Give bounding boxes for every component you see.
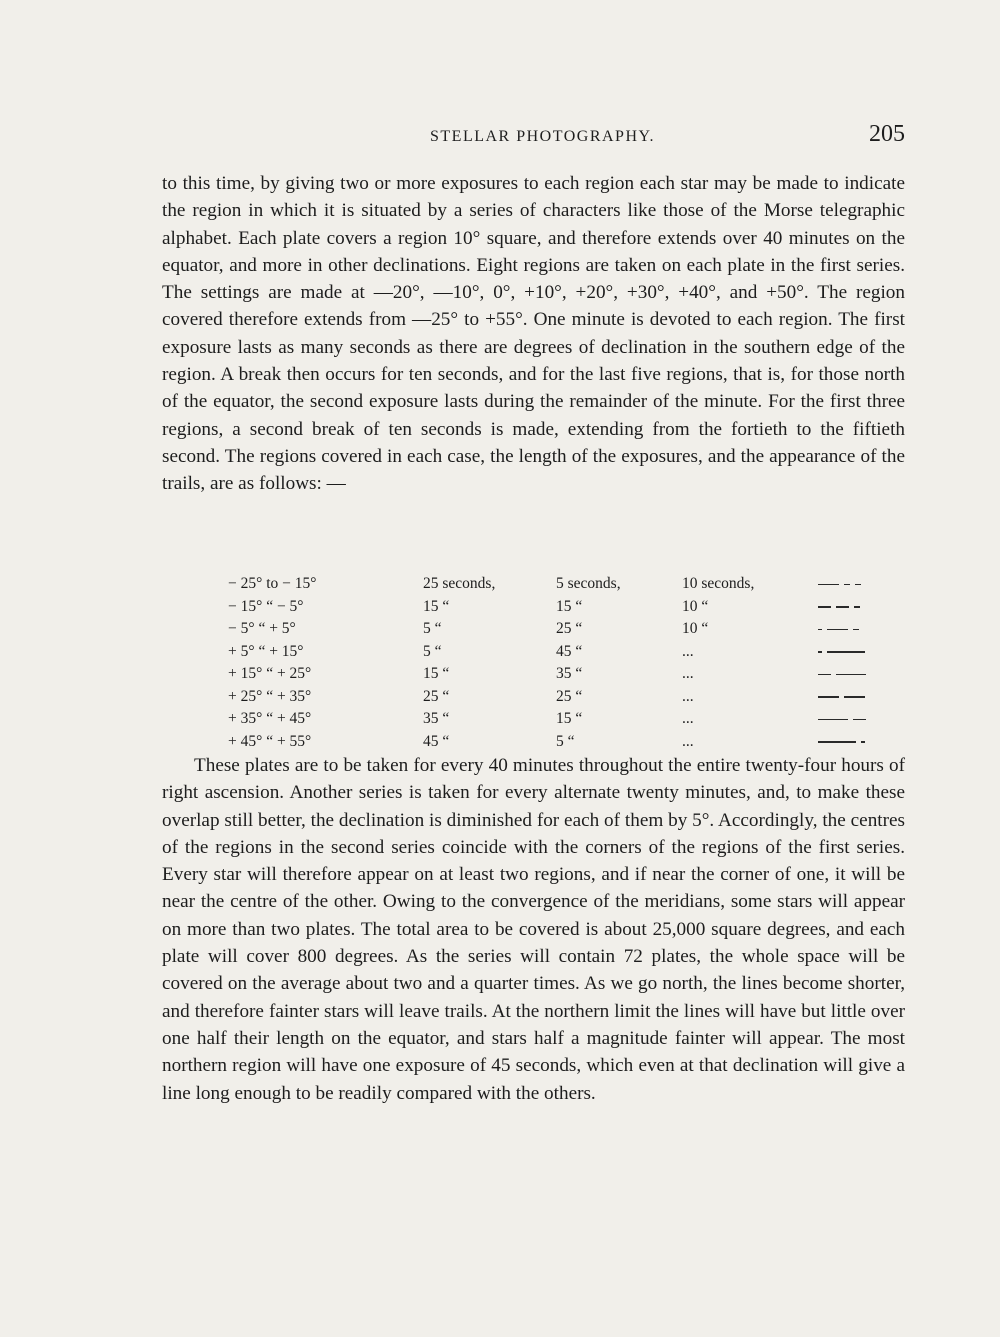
third-exposure-cell: ...	[682, 687, 694, 705]
first-exposure-cell: 25 “	[423, 687, 450, 705]
first-exposure-cell: 5 “	[423, 642, 442, 660]
page-header	[162, 122, 905, 152]
third-exposure-cell: ...	[682, 642, 694, 660]
trail-pattern	[818, 735, 882, 749]
third-exposure-cell: ...	[682, 732, 694, 750]
declination-range-cell: − 25° to − 15°	[228, 575, 317, 593]
trail-appearance-cell	[818, 708, 882, 731]
third-exposure-cell: 10 “	[682, 597, 709, 615]
first-exposure-cell: 5 “	[423, 620, 442, 638]
running-title: STELLAR PHOTOGRAPHY.	[430, 128, 655, 145]
trail-segment	[854, 606, 860, 608]
trail-pattern	[818, 667, 882, 681]
trail-segment	[861, 741, 865, 743]
third-exposure-cell: ...	[682, 710, 694, 728]
trail-appearance-cell	[818, 663, 882, 686]
table-row	[200, 596, 882, 619]
trail-segment	[844, 696, 865, 698]
declination-range-cell: + 25° “ + 35°	[228, 687, 312, 705]
second-exposure-cell: 25 “	[556, 620, 583, 638]
trail-segment	[818, 696, 839, 698]
trail-segment	[853, 629, 859, 631]
trail-appearance-cell	[818, 686, 882, 709]
first-exposure-cell: 15 “	[423, 597, 450, 615]
trail-pattern	[818, 577, 882, 591]
trail-pattern	[818, 690, 882, 704]
trail-segment	[844, 584, 850, 586]
table-row	[200, 686, 882, 709]
first-exposure-cell: 45 “	[423, 732, 450, 750]
second-exposure-cell: 35 “	[556, 665, 583, 683]
first-exposure-cell: 15 “	[423, 665, 450, 683]
second-exposure-cell: 25 “	[556, 687, 583, 705]
trail-segment	[818, 584, 839, 586]
second-exposure-cell: 15 “	[556, 710, 583, 728]
trail-segment	[818, 606, 831, 608]
page-number: 205	[869, 121, 905, 147]
declination-range-cell: + 45° “ + 55°	[228, 732, 312, 750]
table-row	[200, 618, 882, 641]
table-row	[200, 731, 882, 754]
declination-range-cell: + 5° “ + 15°	[228, 642, 304, 660]
table-row	[200, 573, 882, 596]
trail-segment	[827, 629, 848, 631]
trail-segment	[836, 606, 849, 608]
second-exposure-cell: 15 “	[556, 597, 583, 615]
trail-segment	[853, 719, 866, 721]
exposure-table	[200, 573, 882, 753]
third-exposure-cell: 10 “	[682, 620, 709, 638]
declination-range-cell: − 15° “ − 5°	[228, 597, 304, 615]
trail-appearance-cell	[818, 731, 882, 754]
table-row	[200, 641, 882, 664]
trail-appearance-cell	[818, 641, 882, 664]
trail-segment	[827, 651, 865, 653]
second-exposure-cell: 45 “	[556, 642, 583, 660]
trail-appearance-cell	[818, 618, 882, 641]
paragraph-exposure-method: to this time, by giving two or more exposures to each region each star may be made to indicate the region in which it is situated by a series of characters like those of the Morse telegraphic alphabet. Each plate covers a region 10° square, and therefore extends over 40 minutes on the equator, and more in other declinations. Eight regions are taken on each plate in the first series. The settings are made at —20°, —10°, 0°, +10°, +20°, +30°, +40°, and +50°. The region covered therefore extends from —25° to +55°. One minute is devoted to each region. The first exposure lasts as many seconds as there are degrees of declination in the southern edge of the region. A break then occurs for ten seconds, and for the last five regions, that is, for those north of the equator, the second exposure lasts during the remainder of the minute. For the first three regions, a second break of ten seconds is made, extending from the fortieth to the fiftieth second. The regions covered in each case, the length of the exposures, and the appearance of the trails, are as follows: —	[162, 173, 905, 495]
first-exposure-cell: 25 seconds,	[423, 575, 496, 593]
trail-pattern	[818, 712, 882, 726]
trail-appearance-cell	[818, 573, 882, 596]
trail-segment	[855, 584, 861, 586]
trail-segment	[836, 674, 866, 676]
table-row	[200, 708, 882, 731]
trail-appearance-cell	[818, 596, 882, 619]
trail-pattern	[818, 622, 882, 636]
trail-pattern	[818, 600, 882, 614]
second-exposure-cell: 5 seconds,	[556, 575, 621, 593]
declination-range-cell: + 15° “ + 25°	[228, 665, 312, 683]
exposure-table-body	[200, 573, 882, 753]
trail-segment	[818, 674, 831, 676]
declination-range-cell: − 5° “ + 5°	[228, 620, 296, 638]
first-exposure-cell: 35 “	[423, 710, 450, 728]
paragraph-plate-series: These plates are to be taken for every 40 minutes throughout the entire twenty-four hours of right ascension. Another series is taken for every alternate twenty minutes, and, to make these overlap still better, the declination is diminished for each of them by 5°. Accordingly, the centres of the regions in the second series coincide with the corners of the regions of the first series. Every star will therefore appear on at least two regions, and if near the corner of one, it will be near the centre of the other. Owing to the convergence of the meridians, some stars will appear on more than two plates. The total area to be covered is about 25,000 square degrees, and each plate will cover 800 degrees. As the series will contain 72 plates, the whole space will be covered on the average about two and a quarter times. As we go north, the lines become shorter, and therefore fainter stars will leave trails. At the northern limit the lines will have but little over one half their length on the equator, and stars half a magnitude fainter will appear. The most northern region will have one exposure of 45 seconds, which even at that declination will give a line long enough to be readily compared with the others.	[162, 755, 905, 1104]
trail-segment	[818, 719, 848, 721]
second-exposure-cell: 5 “	[556, 732, 575, 750]
trail-segment	[818, 741, 856, 743]
table-row	[200, 663, 882, 686]
trail-pattern	[818, 645, 882, 659]
trail-segment	[818, 651, 822, 653]
third-exposure-cell: ...	[682, 665, 694, 683]
declination-range-cell: + 35° “ + 45°	[228, 710, 312, 728]
third-exposure-cell: 10 seconds,	[682, 575, 755, 593]
trail-segment	[818, 629, 822, 631]
